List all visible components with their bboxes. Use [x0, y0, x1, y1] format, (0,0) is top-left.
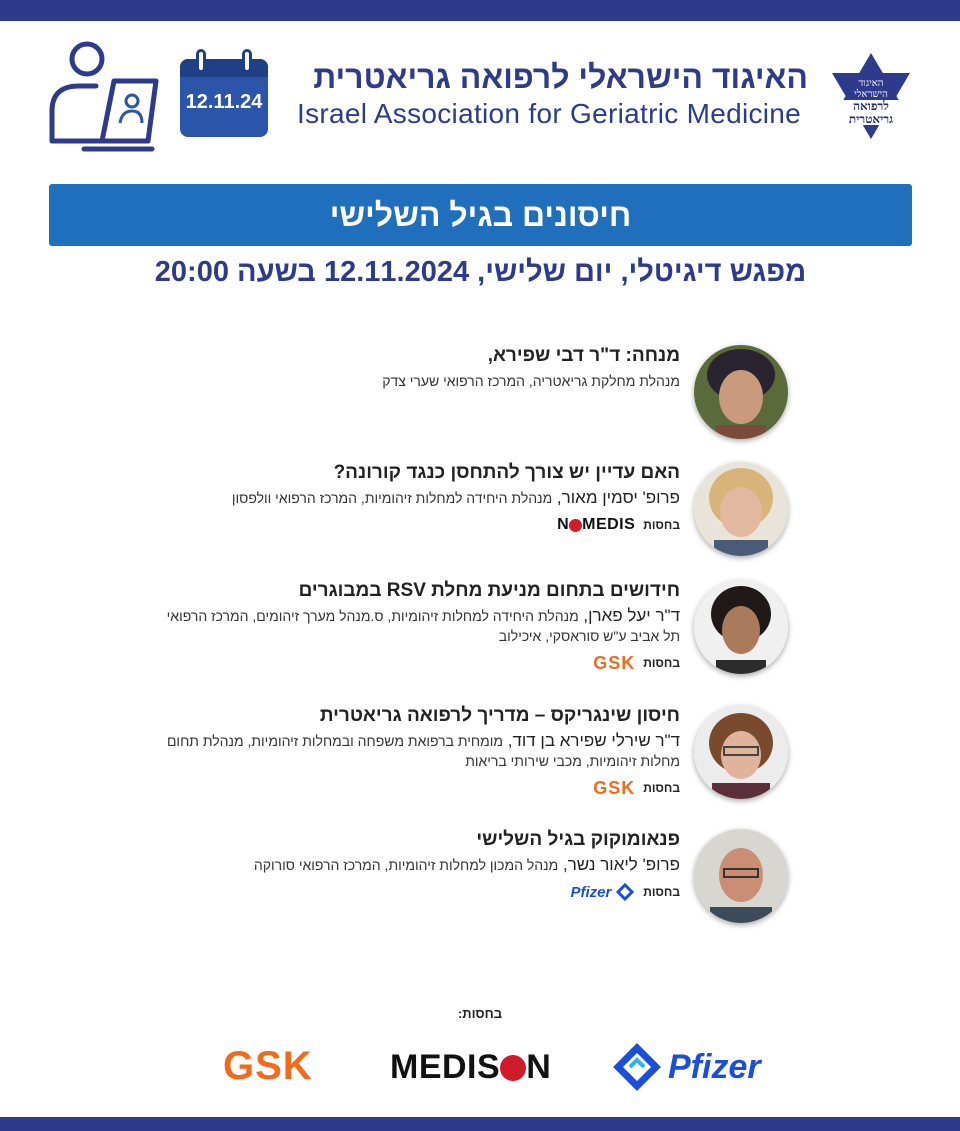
header — [0, 21, 960, 171]
bottom-accent-bar — [0, 1117, 960, 1131]
speaker-sponsor — [160, 881, 680, 903]
emblem-line-2: הישראלי — [854, 88, 888, 100]
event-subtitle: מפגש דיגיטלי, יום שלישי, 12.11.2024 בשעה 20:00 — [154, 256, 807, 288]
speaker-photo — [694, 345, 788, 439]
emblem-line-3: לרפואה — [826, 100, 916, 113]
footer-sponsor-logos — [0, 1038, 960, 1098]
medison-logo: MEDIS N — [557, 516, 636, 533]
speaker-role: מנהלת מחלקת גריאטריה, המרכז הרפואי שערי צדק — [382, 373, 680, 389]
speaker-photo — [694, 462, 788, 556]
org-emblem-logo — [826, 51, 916, 141]
speaker-photo — [694, 829, 788, 923]
calendar-icon — [180, 49, 268, 137]
speaker-role: מנהלת היחידה למחלות זיהומיות, המרכז הרפואי וולפסון — [231, 490, 553, 506]
org-name-hebrew: האיגוד הישראלי לרפואה גריאטרית — [313, 59, 808, 95]
speaker-topic: פנאומוקוק בגיל השלישי — [476, 829, 680, 850]
speaker-role: מנהל המכון למחלות זיהומיות, המרכז הרפואי סורוקה — [253, 857, 559, 873]
speaker-sponsor — [160, 777, 680, 799]
org-name-english: Israel Association for Geriatric Medicine — [297, 98, 802, 129]
speaker-sponsor — [160, 652, 680, 674]
top-accent-bar — [0, 0, 960, 21]
speaker-topic: חידושים בתחום מניעת מחלת RSV במבוגרים — [298, 580, 680, 601]
event-title-banner — [49, 184, 912, 246]
emblem-line-1: האיגוד — [858, 78, 884, 89]
speaker-name: פרופ' יסמין מאור, — [556, 488, 680, 507]
speaker-role: מומחית ברפואת משפחה ובמחלות זיהומיות, מנהלת תחום מחלות זיהומיות, מכבי שירותי בריאות — [166, 733, 680, 769]
sponsor-label: בחסות — [643, 656, 680, 670]
footer-sponsors-label: בחסות: — [457, 1006, 503, 1021]
pfizer-logo: Pfizer — [570, 882, 635, 902]
sponsor-label: בחסות — [643, 781, 680, 795]
speaker-name: ד"ר שירלי שפירא בן דוד, — [507, 731, 680, 750]
medison-logo-large: MEDIS N — [390, 1048, 552, 1086]
speaker-photo — [694, 705, 788, 799]
pfizer-logo-large: Pfizer — [610, 1040, 761, 1094]
speaker-topic: מנחה: ד"ר דבי שפירא, — [487, 345, 680, 366]
emblem-line-4: גריאטרית — [826, 113, 916, 126]
sponsor-label: בחסות — [643, 518, 680, 532]
speaker-sponsor — [160, 514, 680, 536]
speaker-topic: האם עדיין יש צורך להתחסן כנגד קורונה? — [333, 462, 680, 483]
speaker-name: ד"ר יעל פארן, — [583, 606, 680, 625]
gsk-logo: GSK — [593, 652, 636, 673]
speaker-photo — [694, 580, 788, 674]
sponsor-label: בחסות — [643, 885, 680, 899]
speaker-name: פרופ' ליאור נשר, — [562, 855, 680, 874]
gsk-logo-large: GSK — [223, 1044, 313, 1088]
speaker-topic: חיסון שינגריקס – מדריך לרפואה גריאטרית — [319, 705, 680, 726]
gsk-logo: GSK — [593, 777, 636, 798]
speaker-role: מנהלת היחידה למחלות זיהומיות, ס.מנהל מערך זיהומים, המרכז הרפואי תל אביב ע"ש סוראסקי, איכילוב — [166, 608, 680, 644]
laptop-user-icon — [44, 41, 159, 156]
event-title: חיסונים בגיל השלישי — [329, 196, 632, 233]
calendar-date: 12.11.24 — [185, 91, 263, 113]
